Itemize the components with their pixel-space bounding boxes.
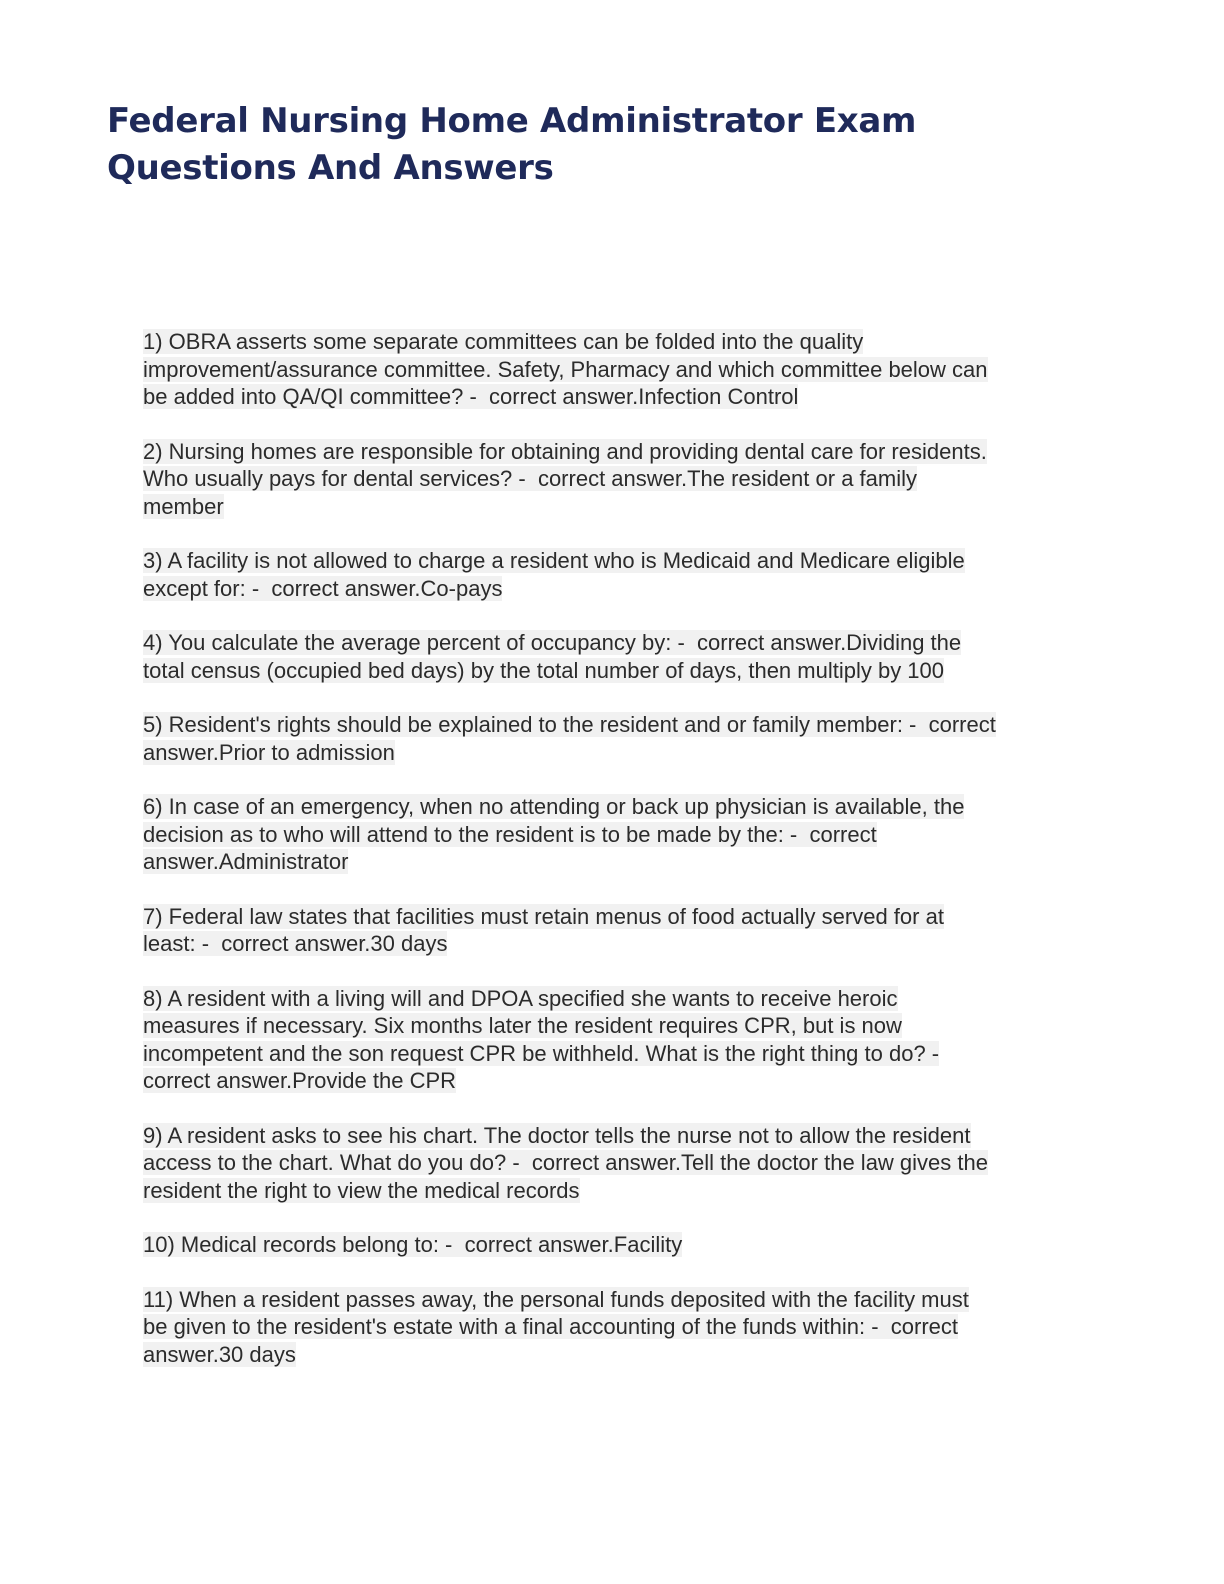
- question-answer-text: 11) When a resident passes away, the personal funds deposited with the facility must be given to the resident's estate with a final accounting of the funds within: - correct answer.30 days: [143, 1286, 969, 1367]
- list-item: [143, 328, 1063, 411]
- question-answer-text: 9) A resident asks to see his chart. The doctor tells the nurse not to allow the resident access to the chart. What do you do? - correct answer.Tell the doctor the law gives the resident the right to view the medical records: [143, 1122, 988, 1203]
- question-answer-text: 4) You calculate the average percent of occupancy by: - correct answer.Dividing the total census (occupied bed days) by the total number of days, then multiply by 100: [143, 630, 962, 683]
- list-item: [143, 1286, 1063, 1369]
- question-answer-text: 7) Federal law states that facilities must retain menus of food actually served for at least: - correct answer.30 days: [143, 903, 944, 956]
- list-item: [143, 1231, 1063, 1259]
- question-answer-text: 8) A resident with a living will and DPOA specified she wants to receive heroic measures if necessary. Six months later the resident requires CPR, but is now incompetent and the son request CPR be withheld. What is the right thing to do? - correct answer.Provide the CPR: [143, 985, 940, 1093]
- list-item: [143, 903, 1063, 958]
- list-item: [143, 985, 1063, 1095]
- page-title: Federal Nursing Home Administrator Exam Questions And Answers: [107, 101, 917, 188]
- question-answer-text: 6) In case of an emergency, when no attending or back up physician is available, the decision as to who will attend to the resident is to be made by the: - correct answer.Administrator: [143, 794, 965, 874]
- list-item: [143, 438, 1063, 521]
- question-answer-text: 2) Nursing homes are responsible for obtaining and providing dental care for residents. Who usually pays for dental services? - correct answer.The resident or a family member: [143, 438, 987, 519]
- list-item: [143, 547, 1063, 602]
- question-answer-text: 1) OBRA asserts some separate committees can be folded into the quality improvement/assurance committee. Safety, Pharmacy and which committee below can be added into QA/QI committee? - correct answer.Infection Control: [143, 329, 988, 409]
- list-item: [143, 629, 1063, 684]
- question-answer-text: 3) A facility is not allowed to charge a resident who is Medicaid and Medicare eligible except for: - correct answer.Co-pays: [143, 548, 965, 601]
- list-item: [143, 1122, 1063, 1205]
- list-item: [143, 711, 1063, 766]
- question-answer-text: 5) Resident's rights should be explained to the resident and or family member: - correct answer.Prior to admission: [143, 712, 996, 765]
- question-list: [143, 328, 1063, 1395]
- list-item: [143, 793, 1063, 876]
- question-answer-text: 10) Medical records belong to: - correct answer.Facility: [143, 1232, 683, 1257]
